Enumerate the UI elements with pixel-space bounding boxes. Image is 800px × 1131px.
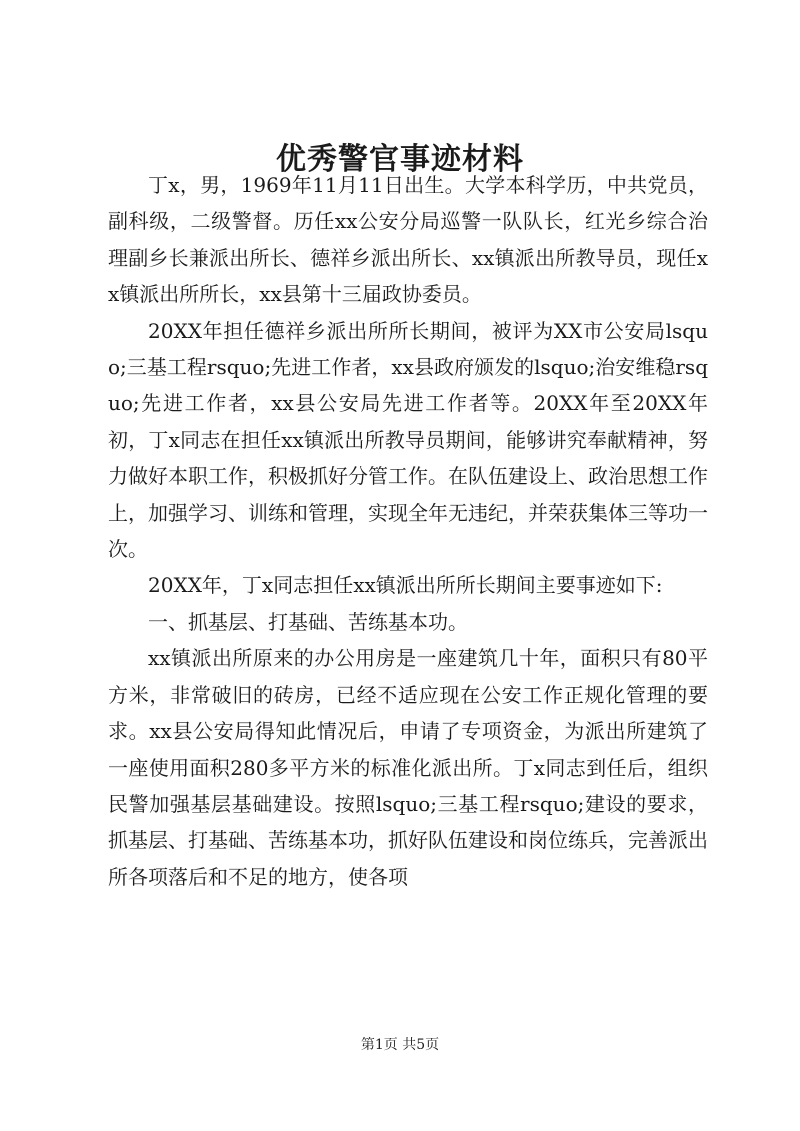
document-body [108, 167, 708, 895]
page-indicator: 第1页 共5页 [360, 1037, 440, 1053]
paragraph-4: 一、抓基层、打基础、苦练基本功。 [148, 609, 468, 634]
paragraph-2: 20XX年担任德祥乡派出所所长期间，被评为XX市公安局lsquo;三基工程rsquo;先进工作者，xx县政府颁发的lsquo;治安维稳rsquo;先进工作者，xx县公安局先进工作者等。20XX年至20XX年初，丁x同志在担任xx镇派出所教导员期间，能够讲究奉献精神，努力做好本职工作，积极抓好分管工作。在队伍建设上、政治思想工作上，加强学习、训练和管理，实现全年无违纪，并荣获集体三等功一次。 [108, 318, 708, 562]
document-title: 优秀警官事迹材料 [276, 142, 524, 177]
paragraph-1: 丁x，男，1969年11月11日出生。大学本科学历，中共党员，副科级，二级警督。历任xx公安分局巡警一队队长，红光乡综合治理副乡长兼派出所长、德祥乡派出所长、xx镇派出所教导员，现任xx镇派出所所长，xx县第十三届政协委员。 [108, 173, 708, 307]
paragraph-5: xx镇派出所原来的办公用房是一座建筑几十年，面积只有80平方米，非常破旧的砖房，已经不适应现在公安工作正规化管理的要求。xx县公安局得知此情况后，申请了专项资金，为派出所建筑了一座使用面积280多平方米的标准化派出所。丁x同志到任后，组织民警加强基层基础建设。按照lsquo;三基工程rsquo;建设的要求，抓基层、打基础、苦练基本功，抓好队伍建设和岗位练兵，完善派出所各项落后和不足的地方，使各项 [108, 646, 708, 889]
paragraph-3: 20XX年，丁x同志担任xx镇派出所所长期间主要事迹如下: [148, 573, 663, 598]
